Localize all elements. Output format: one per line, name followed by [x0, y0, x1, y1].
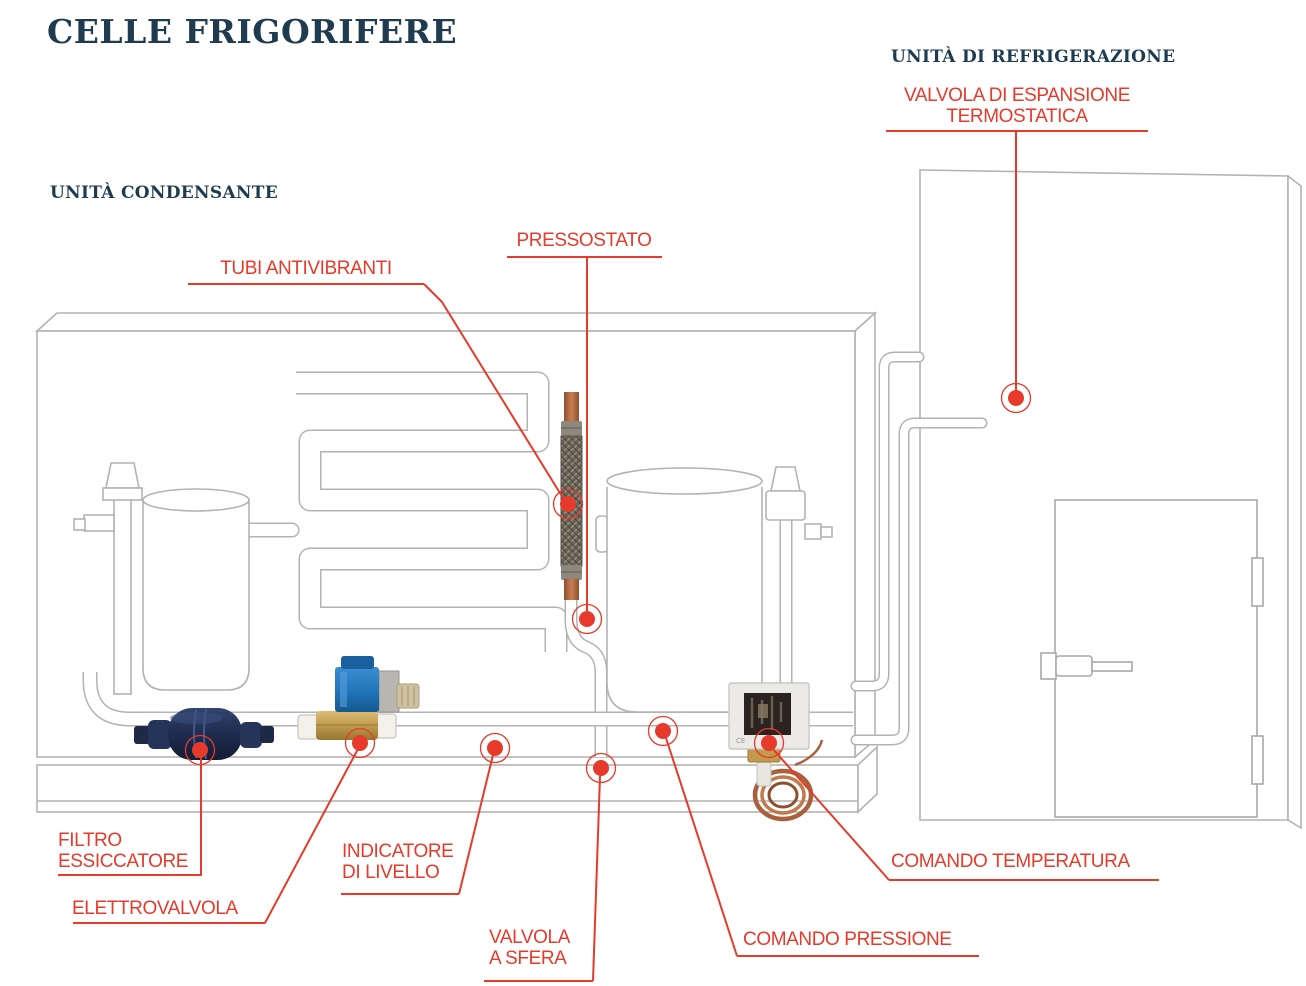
door-hinge-top — [1252, 558, 1263, 606]
label-filtro-essiccatore — [58, 830, 188, 872]
label-line: ELETTROVALVOLA — [72, 898, 238, 919]
svg-text:CE: CE — [736, 737, 746, 745]
door-hinge-bottom — [1252, 736, 1263, 784]
label-tubi-antivibranti — [186, 258, 426, 279]
label-comando-pressione — [743, 929, 952, 950]
page-title: CELLE FRIGORIFERE — [47, 12, 458, 51]
cold-room-door — [1041, 500, 1263, 817]
label-line: INDICATORE — [342, 841, 454, 862]
anti-vibration-hose — [561, 392, 582, 600]
label-line: DI LIVELLO — [342, 862, 440, 883]
label-line: COMANDO PRESSIONE — [743, 929, 952, 950]
label-line: VALVOLA — [489, 927, 570, 948]
label-line: ESSICCATORE — [58, 851, 189, 872]
label-line: PRESSOSTATO — [516, 230, 652, 251]
label-valvola-espansione — [884, 85, 1150, 127]
label-elettrovalvola — [72, 898, 238, 919]
label-comando-temperatura — [891, 851, 1130, 872]
label-line: COMANDO TEMPERATURA — [891, 851, 1130, 872]
label-line: VALVOLA DI ESPANSIONE — [903, 85, 1131, 106]
heading-refrigeration-unit: UNITÀ DI REFRIGERAZIONE — [891, 47, 1176, 67]
label-pressostato — [504, 230, 664, 251]
label-indicatore-livello — [342, 841, 453, 883]
label-line: TUBI ANTIVIBRANTI — [220, 258, 392, 279]
label-line: A SFERA — [489, 948, 567, 969]
label-line: TERMOSTATICA — [946, 106, 1088, 127]
label-line: FILTRO — [58, 830, 122, 851]
heading-condensing-unit: UNITÀ CONDENSANTE — [50, 183, 278, 203]
label-valvola-sfera — [489, 927, 570, 969]
